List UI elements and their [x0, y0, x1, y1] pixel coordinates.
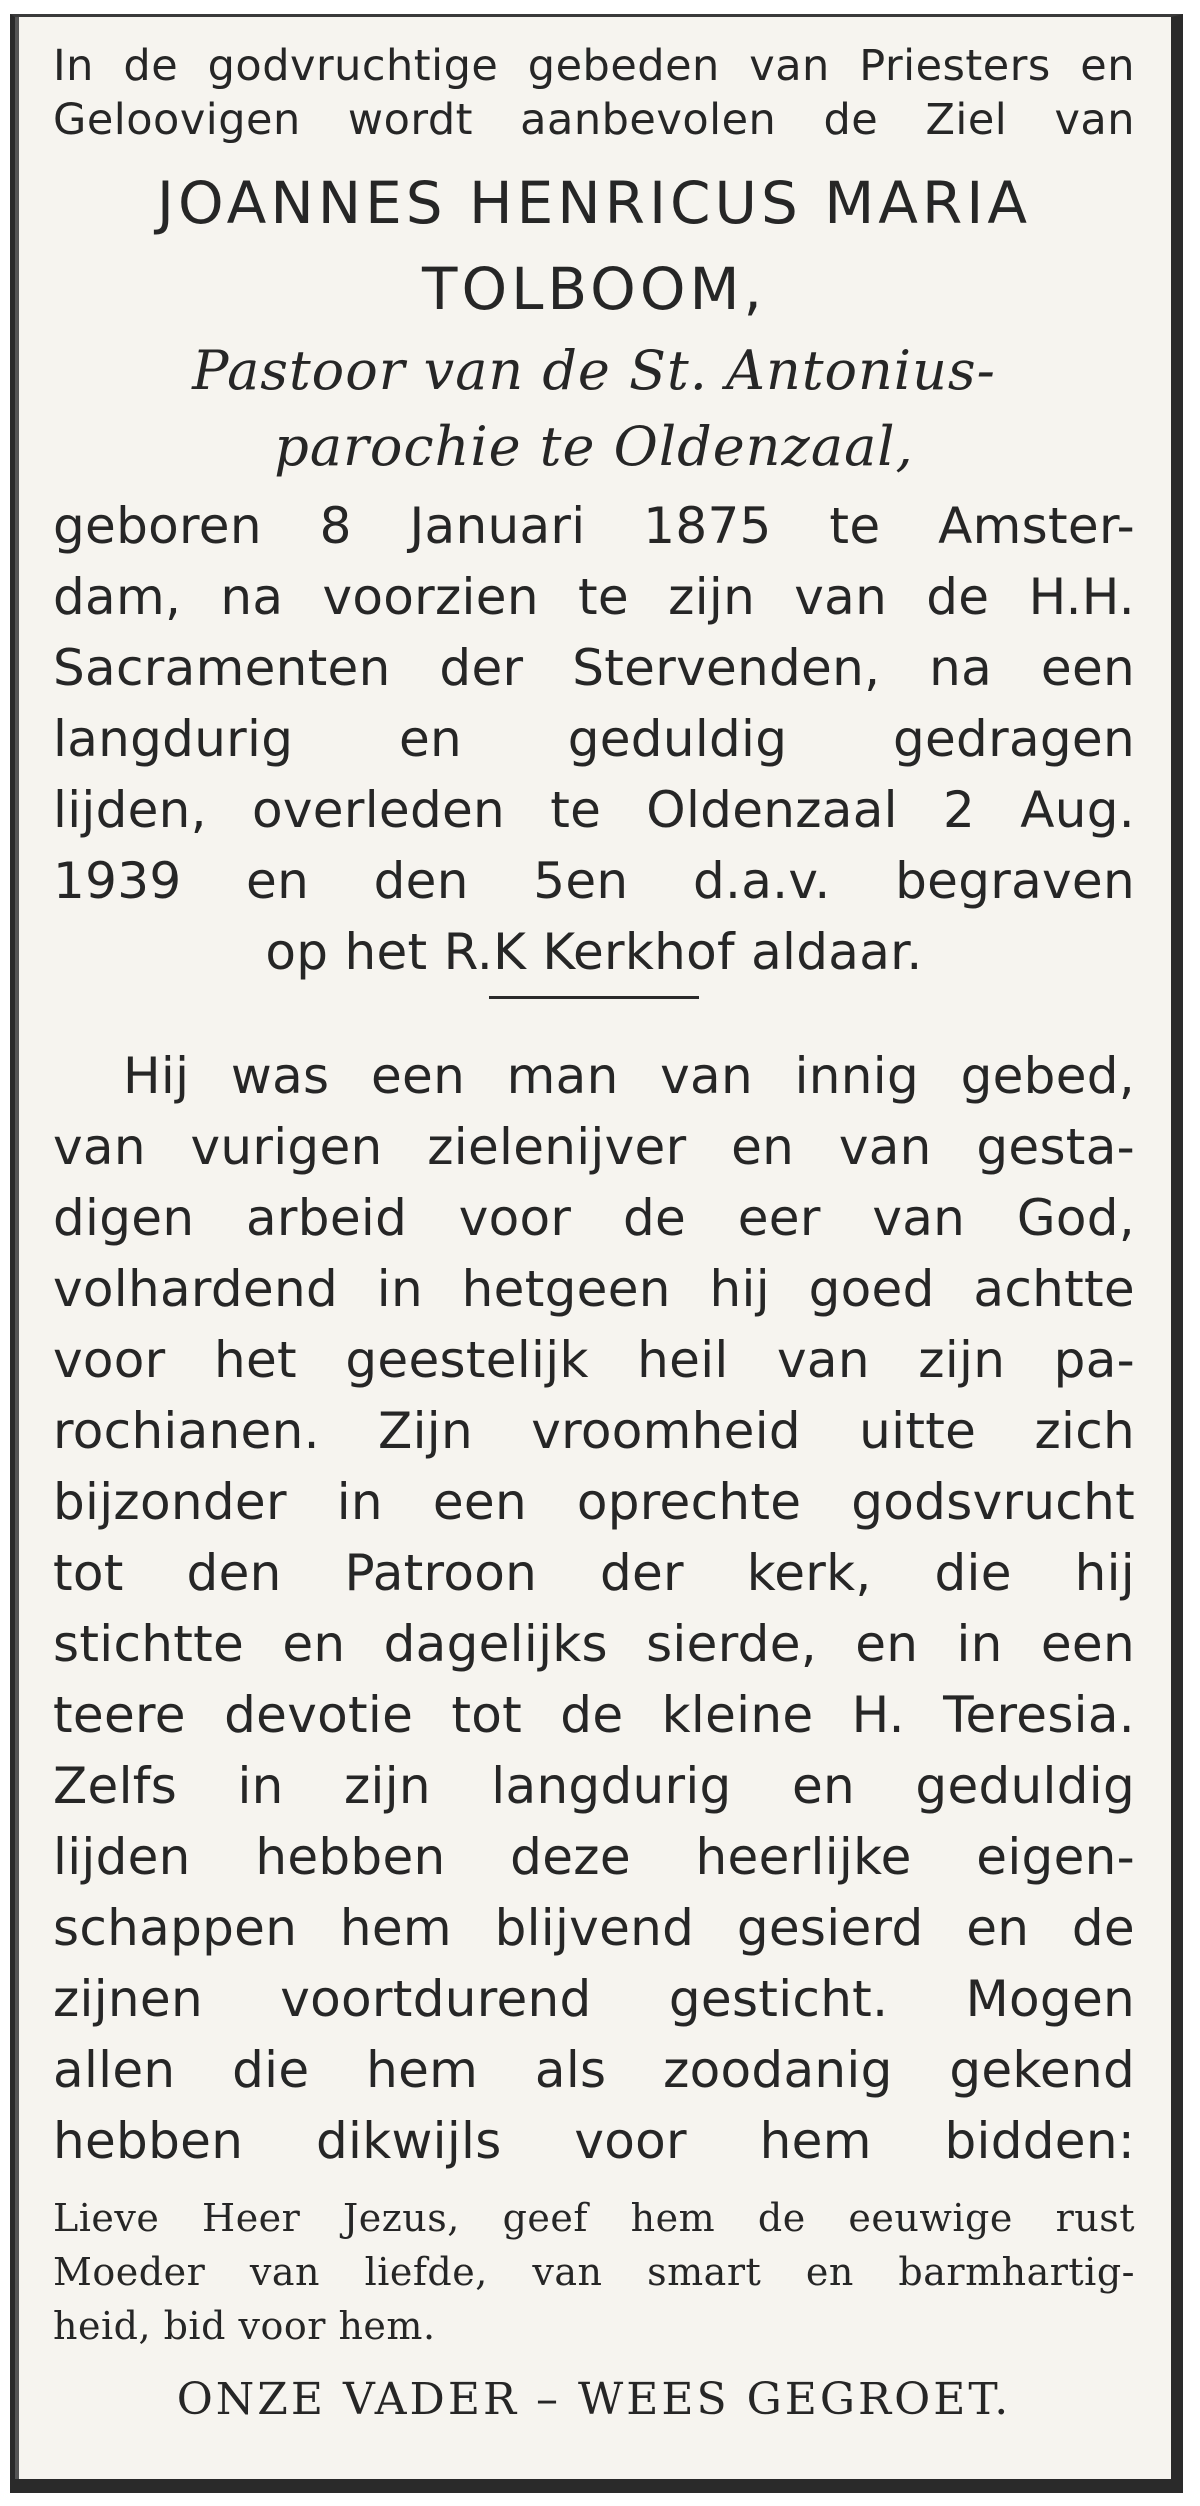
biography-line: op het R.K Kerkhof aldaar.	[265, 923, 923, 981]
tribute-line: tot den Patroon der kerk, die hij	[53, 1544, 1135, 1602]
prayer-text	[53, 2191, 1135, 2353]
section-divider	[489, 996, 699, 999]
title-line: Pastoor van de St. Antonius-	[192, 339, 996, 402]
title-line: parochie te Oldenzaal,	[274, 415, 914, 478]
intro-line: Geloovigen wordt aanbevolen de Ziel van	[53, 95, 1135, 145]
tribute-line: allen die hem als zoodanig gekend	[53, 2041, 1135, 2099]
tribute-line: teere devotie tot de kleine H. Teresia.	[53, 1686, 1135, 1744]
tribute-paragraph	[53, 1041, 1135, 2177]
tribute-line: stichtte en dagelijks sierde, en in een	[53, 1615, 1135, 1673]
tribute-line: Hij was een man van innig gebed,	[123, 1047, 1135, 1105]
biography-line: dam, na voorzien te zijn van de H.H.	[53, 568, 1135, 626]
tribute-line: schappen hem blijvend gesierd en de	[53, 1899, 1135, 1957]
closing-prayers: ONZE VADER – WEES GEGROET.	[176, 2374, 1012, 2425]
biography-line: lijden, overleden te Oldenzaal 2 Aug.	[53, 781, 1135, 839]
deceased-name	[53, 155, 1135, 327]
tribute-line: hebben dikwijls voor hem bidden:	[53, 2112, 1135, 2170]
tribute-line: zijnen voortdurend gesticht. Mogen	[53, 1970, 1135, 2028]
prayer-line: Lieve Heer Jezus, geef hem de eeuwige rust	[53, 2196, 1135, 2240]
tribute-line: voor het geestelijk heil van zijn pa-	[53, 1331, 1135, 1389]
tribute-line: bijzonder in een oprechte godsvrucht	[53, 1473, 1135, 1531]
biography-line: Sacramenten der Stervenden, na een	[53, 639, 1135, 697]
memorial-card	[10, 14, 1183, 2493]
biography-paragraph	[53, 491, 1135, 988]
tribute-line: rochianen. Zijn vroomheid uitte zich	[53, 1402, 1135, 1460]
biography-line: geboren 8 Januari 1875 te Amster-	[53, 497, 1135, 555]
card-content	[53, 39, 1135, 2435]
name-line-given: JOANNES HENRICUS MARIA	[156, 169, 1032, 237]
tribute-line: digen arbeid voor de eer van God,	[53, 1189, 1135, 1247]
prayer-line: Moeder van liefde, van smart en barmhartig-	[53, 2250, 1135, 2294]
tribute-line: volhardend in hetgeen hij goed achtte	[53, 1260, 1135, 1318]
name-line-surname: TOLBOOM,	[422, 255, 766, 323]
tribute-line: lijden hebben deze heerlijke eigen-	[53, 1828, 1135, 1886]
deceased-title	[53, 333, 1135, 485]
prayer-line: heid, bid voor hem.	[53, 2304, 436, 2348]
tribute-line: Zelfs in zijn langdurig en geduldig	[53, 1757, 1135, 1815]
tribute-line: van vurigen zielenijver en van gesta-	[53, 1118, 1135, 1176]
biography-line: langdurig en geduldig gedragen	[53, 710, 1135, 768]
intro-text	[53, 39, 1135, 147]
intro-line: In de godvruchtige gebeden van Priesters en	[53, 41, 1135, 91]
biography-line: 1939 en den 5en d.a.v. begraven	[53, 852, 1135, 910]
